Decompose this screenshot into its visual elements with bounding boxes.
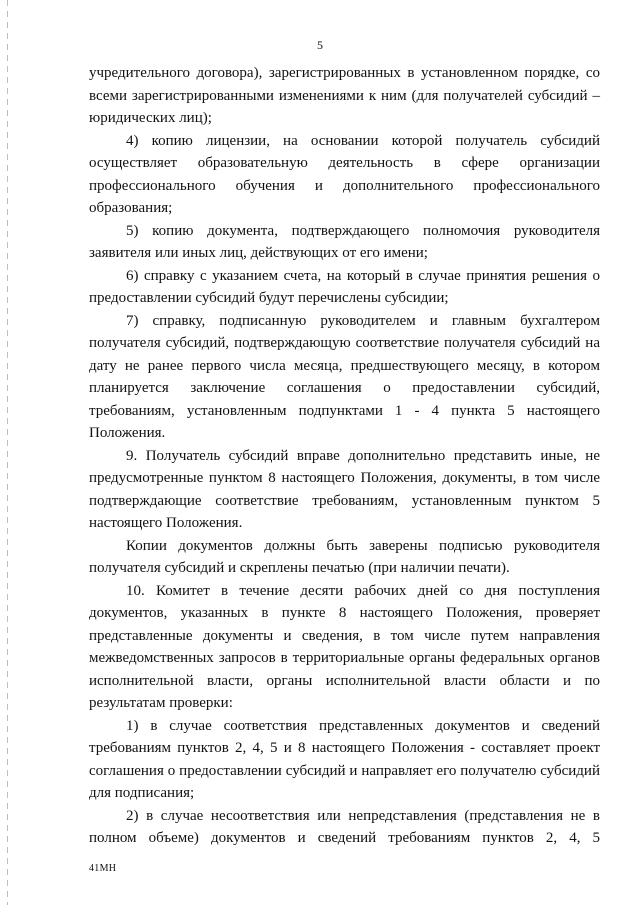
page-number: 5 — [317, 38, 323, 52]
paragraph-continuation: учредительного договора), зарегистрированных в установленном порядке, со всеми зарегистрированными изменениями к ним (для получателей субсидий – юридических лиц); — [89, 65, 600, 126]
scan-edge-line — [7, 0, 8, 905]
paragraph-subitem-2: 2) в случае несоответствия или непредставления (представления не в полном объеме) документов и сведений требованиям пунктов 2, 4, 5 — [89, 807, 600, 846]
document-body — [89, 62, 600, 850]
paragraph-item-4: 4) копию лицензии, на основании которой получатель субсидий осуществляет образовательную деятельность в сфере организации профессионального обучения и дополнительного профессионального образования; — [89, 132, 600, 216]
paragraph-subitem-1: 1) в случае соответствия представленных документов и сведений требованиям пунктов 2, 4, 5 и 8 настоящего Положения - составляет проект соглашения о предоставлении субсидий и направляет его получателю субсидий для подписания; — [89, 717, 600, 801]
paragraph-clause-10: 10. Комитет в течение десяти рабочих дней со дня поступления документов, указанных в пункте 8 настоящего Положения, проверяет представленные документы и сведения, в том числе путем направления межведомственных запросов в территориальные органы федеральных органов исполнительной власти, органы исполнительной власти области и по результатам проверки: — [89, 582, 600, 711]
paragraph-clause-9: 9. Получатель субсидий вправе дополнительно представить иные, не предусмотренные пунктом 8 настоящего Положения, документы, в том числе подтверждающие соответствие требованиям, установленным пунктом 5 настоящего Положения. — [89, 447, 600, 531]
paragraph-item-5: 5) копию документа, подтверждающего полномочия руководителя заявителя или иных лиц, действующих от его имени; — [89, 222, 600, 261]
paragraph-item-6: 6) справку с указанием счета, на который в случае принятия решения о предоставлении субсидий будут перечислены субсидии; — [89, 267, 600, 306]
paragraph-copies-note: Копии документов должны быть заверены подписью руководителя получателя субсидий и скреплены печатью (при наличии печати). — [89, 537, 600, 576]
footer-document-code: 41МН — [89, 863, 117, 874]
paragraph-item-7: 7) справку, подписанную руководителем и главным бухгалтером получателя субсидий, подтверждающую соответствие получателя субсидий на дату не ранее первого числа месяца, предшествующего месяцу, в котором планируется заключение соглашения о предоставлении субсидий, требованиям, установленным подпунктами 1 - 4 пункта 5 настоящего Положения. — [89, 312, 600, 441]
